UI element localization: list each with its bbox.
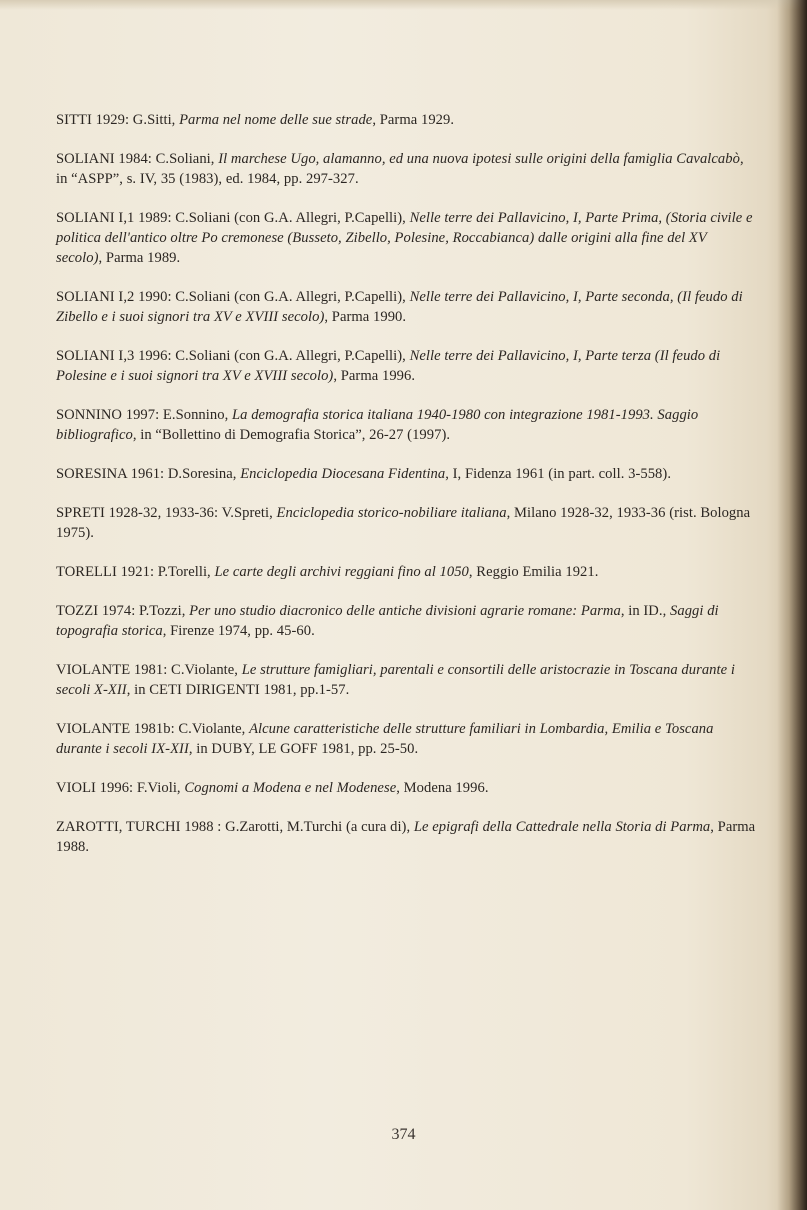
entry-title: Le carte degli archivi reggiani fino al 1050 [214, 564, 469, 580]
entry-title: Parma nel nome delle sue strade [179, 112, 373, 128]
bibliography-entry [56, 346, 756, 386]
bibliography-entry [56, 817, 756, 857]
entry-text: VIOLANTE 1981b: C.Violante, [56, 721, 250, 737]
entry-text: , Parma 1989. [98, 250, 181, 266]
entry-title: Enciclopedia Diocesana Fidentina [240, 466, 446, 482]
entry-text: , in DUBY, LE GOFF 1981, pp. 25-50. [188, 741, 419, 757]
bibliography-entry [56, 464, 756, 484]
entry-text: SOLIANI I,2 1990: C.Soliani (con G.A. Allegri, P.Capelli), [56, 289, 410, 305]
entry-text: SPRETI 1928-32, 1933-36: V.Spreti, [56, 505, 277, 521]
entry-title: Nelle terre dei Pallavicino, I, Parte seconda, (Il feudo di Zibello e i suoi signori tra XV e XVIII secolo) [56, 289, 743, 325]
entry-title: Enciclopedia storico-nobiliare italiana [276, 505, 507, 521]
entry-title: Alcune caratteristiche delle strutture familiari in Lombardia, Emilia e Toscana durante i secoli IX-XII [56, 721, 714, 757]
entry-text: SOLIANI I,1 1989: C.Soliani (con G.A. Allegri, P.Capelli), [56, 210, 410, 226]
bibliography-entry [56, 601, 756, 641]
entry-title: Per uno studio diacronico delle antiche divisioni agrarie romane: Parma [189, 603, 621, 619]
entry-text: SITTI 1929: G.Sitti, [56, 112, 180, 128]
entry-text: VIOLANTE 1981: C.Violante, [56, 662, 242, 678]
entry-text: TOZZI 1974: P.Tozzi, [56, 603, 190, 619]
entry-text: , Reggio Emilia 1921. [468, 564, 599, 580]
entry-title: Nelle terre dei Pallavicino, I, Parte terza (Il feudo di Polesine e i suoi signori tra XV e XVIII secolo) [56, 348, 721, 384]
entry-title: Le strutture famigliari, parentali e consortili delle aristocrazie in Toscana durante i secoli X-XII [56, 662, 735, 698]
bibliography-entry [56, 503, 756, 543]
entry-title: Le epigrafi della Cattedrale nella Storia di Parma [413, 819, 711, 835]
bibliography-entry [56, 208, 756, 268]
bibliography-entry [56, 562, 756, 582]
entry-title: Nelle terre dei Pallavicino, I, Parte Prima, (Storia civile e politica dell'antico oltre Po cremonese (Busseto, Zibello, Polesine, Roccabianca) dalle origini alla fine del XV secolo) [56, 210, 753, 266]
entry-text: SOLIANI I,3 1996: C.Soliani (con G.A. Allegri, P.Capelli), [56, 348, 410, 364]
entry-text: SONNINO 1997: E.Sonnino, [56, 407, 232, 423]
bibliography-list [56, 110, 756, 876]
entry-text: ZAROTTI, TURCHI 1988 : G.Zarotti, M.Turchi (a cura di), [56, 819, 414, 835]
page-number: 374 [391, 1126, 416, 1143]
bibliography-entry [56, 287, 756, 327]
entry-text: SORESINA 1961: D.Soresina, [56, 466, 241, 482]
entry-title: Il marchese Ugo, alamanno, ed una nuova ipotesi sulle origini della famiglia Cavalcabò [218, 151, 740, 167]
bibliography-entry [56, 149, 756, 189]
entry-title: Cognomi a Modena e nel Modenese [184, 780, 397, 796]
entry-text: , in CETI DIRIGENTI 1981, pp.1-57. [126, 682, 350, 698]
entry-text: , Modena 1996. [396, 780, 489, 796]
entry-text: VIOLI 1996: F.Violi, [56, 780, 185, 796]
entry-text: , in “ASPP”, s. IV, 35 (1983), ed. 1984, pp. 297-327. [56, 151, 744, 187]
entry-text: SOLIANI 1984: C.Soliani, [56, 151, 219, 167]
entry-text: , Milano 1928-32, 1933-36 (rist. Bologna 1975). [56, 505, 751, 541]
bibliography-entry [56, 660, 756, 700]
entry-text: , Parma 1990. [324, 309, 407, 325]
entry-title: La demografia storica italiana 1940-1980 con integrazione 1981-1993. Saggio bibliografico [56, 407, 699, 443]
entry-text: , in ID., [620, 603, 670, 619]
entry-text: , Firenze 1974, pp. 45-60. [162, 623, 315, 639]
entry-title: Saggi di topografia storica [56, 603, 719, 639]
bibliography-entry [56, 110, 756, 130]
bibliography-entry [56, 778, 756, 798]
book-binding-shadow [777, 0, 807, 1210]
bibliography-entry [56, 719, 756, 759]
entry-text: , in “Bollettino di Demografia Storica”, 26-27 (1997). [132, 427, 451, 443]
entry-text: , I, Fidenza 1961 (in part. coll. 3-558). [445, 466, 672, 482]
entry-text: , Parma 1929. [372, 112, 455, 128]
entry-text: TORELLI 1921: P.Torelli, [56, 564, 215, 580]
entry-text: , Parma 1996. [333, 368, 416, 384]
page-top-edge [0, 0, 807, 10]
entry-text: , Parma 1988. [56, 819, 756, 855]
bibliography-entry [56, 405, 756, 445]
